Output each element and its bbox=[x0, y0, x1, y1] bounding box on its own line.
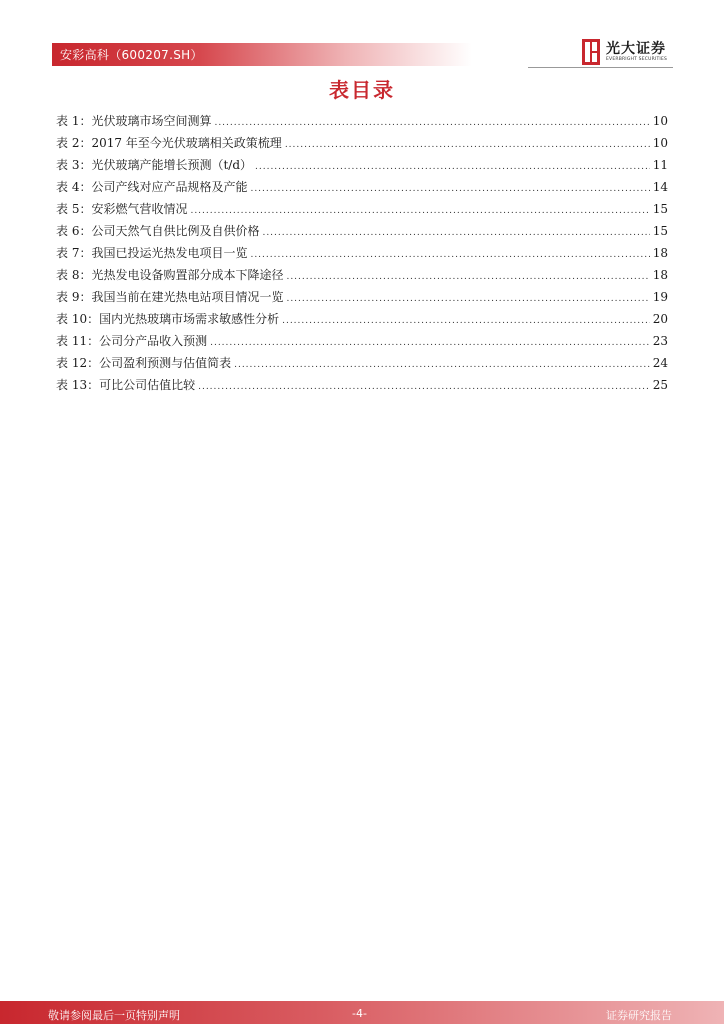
toc-entry-label[interactable]: 表 4：公司产线对应产品规格及产能 bbox=[56, 180, 248, 194]
toc-entry[interactable] bbox=[56, 198, 668, 220]
toc-entry-page[interactable]: 19 bbox=[652, 290, 668, 304]
toc-entry-page[interactable]: 20 bbox=[652, 312, 668, 326]
brand-name-en: EVERBRIGHT SECURITIES bbox=[606, 57, 668, 62]
toc-entry[interactable] bbox=[56, 264, 668, 286]
header-divider bbox=[528, 67, 673, 68]
toc-leader-dots bbox=[214, 112, 649, 134]
toc-entry-page[interactable]: 14 bbox=[652, 180, 668, 194]
toc-leader-dots bbox=[210, 332, 650, 354]
table-of-tables bbox=[56, 110, 668, 396]
toc-entry[interactable] bbox=[56, 286, 668, 308]
everbright-logo-icon bbox=[582, 39, 600, 65]
toc-entry-page[interactable]: 18 bbox=[652, 268, 668, 282]
footer-report-type: 证券研究报告 bbox=[606, 1009, 672, 1022]
toc-entry-label[interactable]: 表 6：公司天然气自供比例及自供价格 bbox=[56, 224, 260, 238]
toc-entry-label[interactable]: 表 8：光热发电设备购置部分成本下降途径 bbox=[56, 268, 284, 282]
toc-entry-label[interactable]: 表 3：光伏玻璃产能增长预测（t/d） bbox=[56, 158, 252, 172]
toc-leader-dots bbox=[286, 266, 649, 288]
toc-entry[interactable] bbox=[56, 154, 668, 176]
toc-entry[interactable] bbox=[56, 220, 668, 242]
toc-entry-page[interactable]: 15 bbox=[652, 202, 668, 216]
toc-entry-label[interactable]: 表 9：我国当前在建光热电站项目情况一览 bbox=[56, 290, 284, 304]
page-title: 表目录 bbox=[329, 78, 395, 102]
toc-leader-dots bbox=[250, 244, 649, 266]
stock-ticker: 安彩高科（600207.SH） bbox=[60, 48, 203, 62]
toc-entry[interactable] bbox=[56, 242, 668, 264]
toc-leader-dots bbox=[286, 288, 649, 310]
toc-leader-dots bbox=[190, 200, 649, 222]
toc-leader-dots bbox=[285, 134, 650, 156]
toc-entry-page[interactable]: 25 bbox=[652, 378, 668, 392]
toc-entry[interactable] bbox=[56, 176, 668, 198]
toc-entry[interactable] bbox=[56, 308, 668, 330]
toc-entry-label[interactable]: 表 2：2017 年至今光伏玻璃相关政策梳理 bbox=[56, 136, 282, 150]
toc-entry[interactable] bbox=[56, 374, 668, 396]
toc-entry-label[interactable]: 表 5：安彩燃气营收情况 bbox=[56, 202, 188, 216]
toc-leader-dots bbox=[234, 354, 650, 376]
toc-leader-dots bbox=[198, 376, 650, 398]
toc-entry-page[interactable]: 18 bbox=[652, 246, 668, 260]
footer-page-number: -4- bbox=[352, 1007, 367, 1020]
toc-entry-label[interactable]: 表 13：可比公司估值比较 bbox=[56, 378, 196, 392]
toc-entry-page[interactable]: 10 bbox=[652, 114, 668, 128]
toc-entry-page[interactable]: 11 bbox=[652, 158, 668, 172]
toc-leader-dots bbox=[255, 156, 650, 178]
toc-entry-label[interactable]: 表 10：国内光热玻璃市场需求敏感性分析 bbox=[56, 312, 280, 326]
toc-entry-label[interactable]: 表 1：光伏玻璃市场空间测算 bbox=[56, 114, 212, 128]
toc-entry-page[interactable]: 10 bbox=[652, 136, 668, 150]
toc-entry[interactable] bbox=[56, 330, 668, 352]
toc-entry-label[interactable]: 表 12：公司盈利预测与估值简表 bbox=[56, 356, 232, 370]
toc-leader-dots bbox=[262, 222, 649, 244]
toc-entry-page[interactable]: 24 bbox=[652, 356, 668, 370]
toc-entry-page[interactable]: 23 bbox=[652, 334, 668, 348]
brand-logo bbox=[582, 38, 674, 68]
toc-entry[interactable] bbox=[56, 110, 668, 132]
toc-entry-label[interactable]: 表 11：公司分产品收入预测 bbox=[56, 334, 208, 348]
toc-entry[interactable] bbox=[56, 352, 668, 374]
toc-entry[interactable] bbox=[56, 132, 668, 154]
toc-entry-page[interactable]: 15 bbox=[652, 224, 668, 238]
footer-disclaimer: 敬请参阅最后一页特别声明 bbox=[48, 1009, 180, 1022]
brand-name: 光大证券 bbox=[606, 41, 666, 57]
toc-leader-dots bbox=[282, 310, 650, 332]
toc-leader-dots bbox=[250, 178, 649, 200]
toc-entry-label[interactable]: 表 7：我国已投运光热发电项目一览 bbox=[56, 246, 248, 260]
